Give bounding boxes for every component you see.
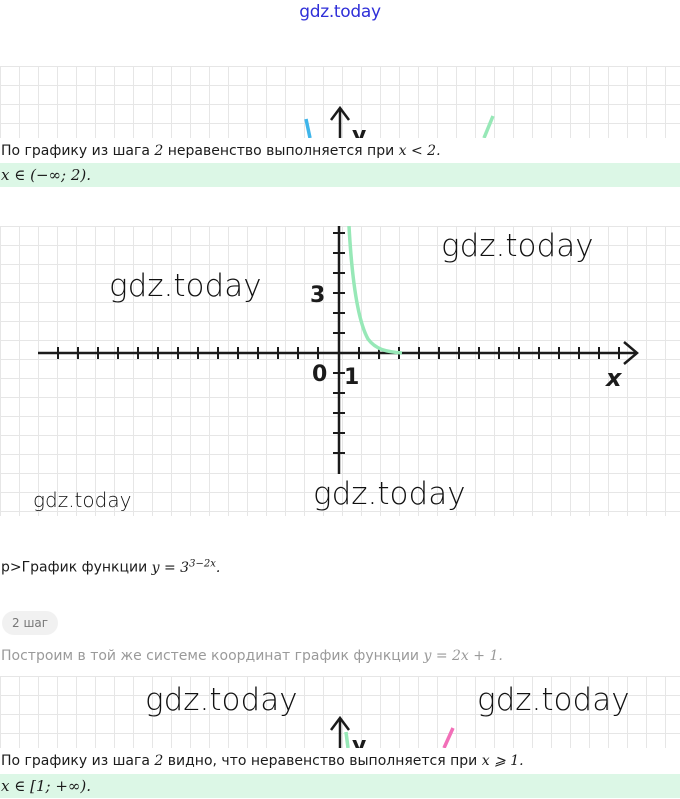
watermark: gdz.today — [477, 682, 630, 718]
y-axis-label-fragment: y — [352, 733, 367, 748]
green-curve-fragment — [484, 116, 493, 138]
blue-curve-fragment — [306, 119, 310, 138]
step-description — [1, 647, 503, 665]
caption-prefix: p>График функции — [1, 559, 148, 576]
step-formula: y = 2x + 1. — [423, 648, 503, 664]
y-axis-label-fragment: y — [352, 123, 367, 138]
answer-band-2 — [0, 774, 680, 798]
tick-label-1: 1 — [344, 365, 360, 390]
function-graph-svg — [0, 226, 680, 516]
pink-line-fragment — [444, 728, 453, 748]
answer-value: x ∈ [1; +∞). — [1, 777, 91, 795]
step-number: 2 — [154, 753, 164, 769]
watermark: gdz.today — [109, 268, 262, 304]
step-number: 2 — [154, 143, 164, 159]
site-logo[interactable]: gdz.today — [299, 2, 381, 22]
origin-label: 0 — [312, 362, 328, 387]
caption-formula — [152, 560, 221, 576]
function-curve — [349, 226, 402, 353]
inequality: x ⩾ 1. — [481, 753, 524, 769]
conclusion-line-1 — [1, 142, 441, 160]
graph-strip-top — [0, 66, 680, 138]
conclusion-middle: неравенство выполняется при — [167, 143, 395, 159]
conclusion-prefix: По графику из шага — [1, 143, 150, 159]
watermark: gdz.today — [313, 476, 466, 512]
graph-caption — [1, 555, 220, 577]
step-text: Построим в той же системе координат график функции — [1, 648, 420, 664]
watermark: gdz.today — [33, 488, 132, 512]
conclusion-middle: видно, что неравенство выполняется при — [167, 753, 478, 769]
x-axis-label: x — [606, 364, 622, 392]
watermark: gdz.today — [145, 682, 298, 718]
watermark: gdz.today — [441, 228, 594, 264]
green-curve-fragment — [346, 732, 348, 748]
answer-band-1 — [0, 163, 680, 187]
function-graph — [0, 226, 680, 516]
step-badge: 2 шаг — [2, 611, 58, 635]
conclusion-line-2 — [1, 752, 524, 770]
answer-value: x ∈ (−∞; 2). — [1, 166, 91, 184]
conclusion-prefix: По графику из шага — [1, 753, 150, 769]
tick-label-3: 3 — [310, 283, 326, 308]
formula-base: y = 3 — [151, 559, 190, 576]
graph-strip-top-svg — [0, 66, 680, 138]
formula-exponent: 3−2x — [189, 558, 216, 569]
formula-end: . — [215, 559, 221, 576]
inequality: x < 2. — [398, 143, 441, 159]
